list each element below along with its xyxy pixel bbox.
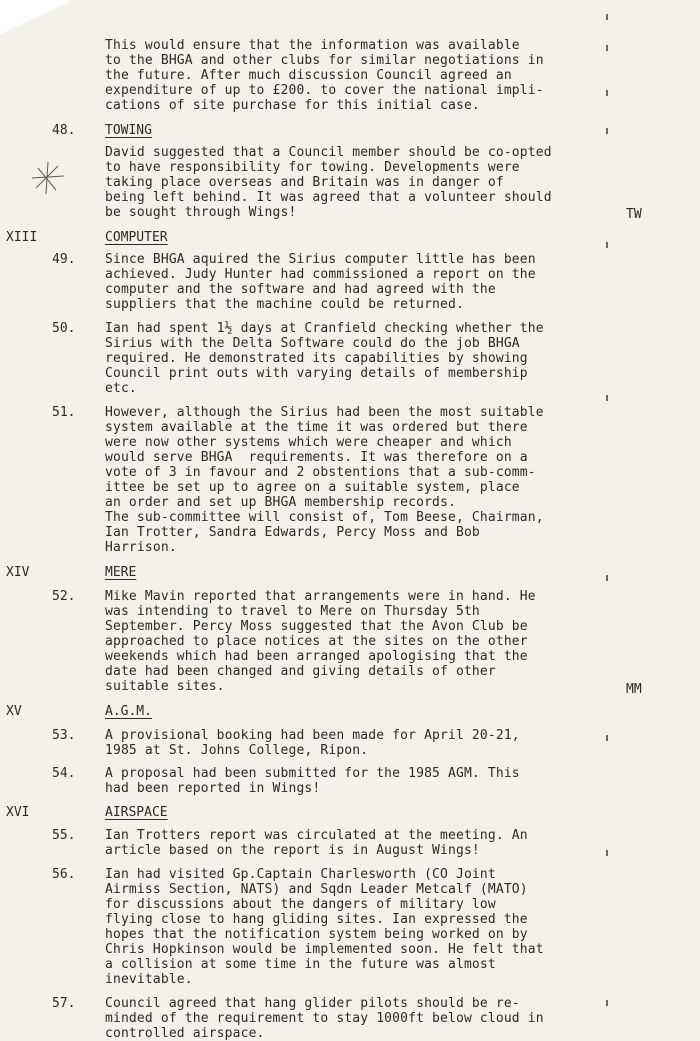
item-line: Airmiss Section, NATS) and Sqdn Leader Metcalf (MATO) (105, 882, 528, 897)
item-line: Sirius with the Delta Software could do the job BHGA (105, 336, 520, 351)
item-line: a collision at some time in the future was almost (105, 957, 496, 972)
section-heading-agm: A.G.M. (105, 704, 152, 719)
item-line: required. He demonstrated its capabilities by showing (105, 351, 528, 366)
item-number: 54. (52, 766, 76, 781)
item-line: hopes that the notification system being worked on by (105, 927, 528, 942)
item-number: 51. (52, 405, 76, 420)
margin-tick (606, 850, 608, 856)
item-line: flying close to hang gliding sites. Ian expressed the (105, 912, 528, 927)
item-line: Chris Hopkinson would be implemented soon. He felt that (105, 942, 544, 957)
item-number: 56. (52, 867, 76, 882)
margin-tick (606, 242, 608, 248)
item-line: Council print outs with varying details of membership (105, 366, 528, 381)
item-line: suitable sites. (105, 679, 225, 694)
item-line: Ian had spent 1½ days at Cranfield checking whether the (105, 321, 544, 336)
item-line: Harrison. (105, 540, 177, 555)
item-line: Council agreed that hang glider pilots should be re- (105, 996, 520, 1011)
margin-tick (606, 128, 608, 134)
item-line: However, although the Sirius had been the most suitable (105, 405, 544, 420)
intro-line: This would ensure that the information was available (105, 38, 520, 53)
item-line: date had been changed and giving details of other (105, 664, 496, 679)
item-line: computer and the software and had agreed with the (105, 282, 496, 297)
section-heading-mere: MERE (105, 565, 137, 580)
item-line: David suggested that a Council member should be co-opted (105, 145, 552, 160)
item-line: The sub-committee will consist of, Tom Beese, Chairman, (105, 510, 544, 525)
item-line: Mike Mavin reported that arrangements were in hand. He (105, 589, 536, 604)
section-heading-computer: COMPUTER (105, 230, 168, 245)
item-line: to have responsibility for towing. Developments were (105, 160, 520, 175)
item-line: etc. (105, 381, 137, 396)
item-line: system available at the time it was ordered but there (105, 420, 528, 435)
item-line: be sought through Wings! (105, 205, 297, 220)
item-number: 52. (52, 589, 76, 604)
section-heading-towing: TOWING (105, 123, 152, 138)
item-line: was intending to travel to Mere on Thursday 5th (105, 604, 480, 619)
intro-line: to the BHGA and other clubs for similar negotiations in (105, 53, 544, 68)
margin-tick (606, 575, 608, 581)
item-line: for discussions about the dangers of military low (105, 897, 496, 912)
item-number: 48. (52, 123, 76, 138)
item-line: an order and set up BHGA membership records. (105, 495, 456, 510)
margin-tick (606, 395, 608, 401)
section-roman-xiii: XIII (6, 230, 38, 245)
item-line: A provisional booking had been made for April 20-21, (105, 728, 520, 743)
item-line: article based on the report is in August Wings! (105, 843, 480, 858)
item-line: being left behind. It was agreed that a volunteer should (105, 190, 552, 205)
action-initials-mere: MM (626, 682, 642, 697)
section-roman-xvi: XVI (6, 805, 30, 820)
item-line: vote of 3 in favour and 2 obstentions that a sub-comm- (105, 465, 536, 480)
item-line: ittee be set up to agree on a suitable system, place (105, 480, 520, 495)
intro-line: the future. After much discussion Council agreed an (105, 68, 512, 83)
item-line: Ian Trotter, Sandra Edwards, Percy Moss and Bob (105, 525, 480, 540)
margin-tick (606, 90, 608, 96)
item-number: 57. (52, 996, 76, 1011)
item-line: 1985 at St. Johns College, Ripon. (105, 743, 369, 758)
item-line: suppliers that the machine could be returned. (105, 297, 464, 312)
page-corner-fold (0, 0, 70, 36)
margin-tick (606, 45, 608, 51)
item-line: September. Percy Moss suggested that the Avon Club be (105, 619, 528, 634)
item-line: would serve BHGA requirements. It was therefore on a (105, 450, 528, 465)
item-line: Ian had visited Gp.Captain Charlesworth (CO Joint (105, 867, 496, 882)
margin-tick (606, 1000, 608, 1006)
item-line: Ian Trotters report was circulated at the meeting. An (105, 828, 528, 843)
handwritten-star-mark (28, 158, 68, 198)
intro-line: cations of site purchase for this initial case. (105, 98, 480, 113)
item-line: approached to place notices at the sites on the other (105, 634, 528, 649)
item-line: A proposal had been submitted for the 1985 AGM. This (105, 766, 520, 781)
action-initials-towing: TW (626, 207, 642, 222)
section-heading-airspace: AIRSPACE (105, 805, 168, 820)
item-number: 53. (52, 728, 76, 743)
item-line: achieved. Judy Hunter had commissioned a report on the (105, 267, 536, 282)
item-line: inevitable. (105, 972, 193, 987)
item-line: minded of the requirement to stay 1000ft below cloud in (105, 1011, 544, 1026)
item-line: taking place overseas and Britain was in danger of (105, 175, 504, 190)
item-line: Since BHGA aquired the Sirius computer little has been (105, 252, 536, 267)
item-number: 49. (52, 252, 76, 267)
margin-tick (606, 735, 608, 741)
item-number: 55. (52, 828, 76, 843)
section-roman-xv: XV (6, 704, 22, 719)
section-roman-xiv: XIV (6, 565, 30, 580)
item-number: 50. (52, 321, 76, 336)
item-line: weekends which had been arranged apologising that the (105, 649, 528, 664)
intro-line: expenditure of up to £200. to cover the national impli- (105, 83, 544, 98)
item-line: were now other systems which were cheaper and which (105, 435, 512, 450)
item-line: had been reported in Wings! (105, 781, 321, 796)
margin-tick (606, 14, 608, 20)
item-line: controlled airspace. (105, 1026, 265, 1041)
